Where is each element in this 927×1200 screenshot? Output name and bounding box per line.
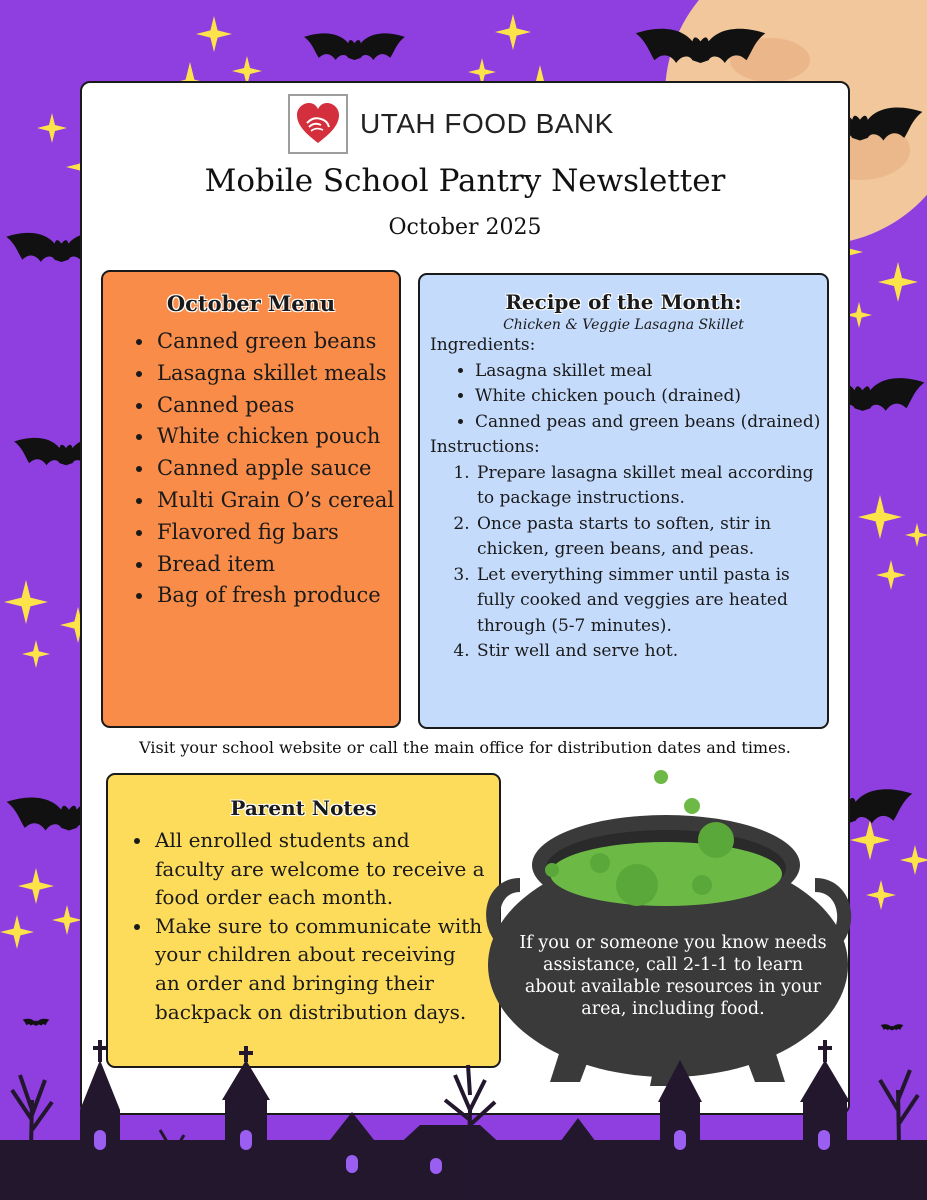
menu-list — [103, 326, 399, 612]
list-item: 3. Let everything simmer until pasta is fully cooked and veggies are heated through (5-7 minutes). — [475, 563, 827, 640]
list-item: • White chicken pouch (drained) — [475, 384, 827, 410]
list-item: • Lasagna skillet meals — [155, 358, 399, 390]
list-item: • Bread item — [155, 549, 399, 581]
list-item: • Flavored fig bars — [155, 517, 399, 549]
list-item: • Canned apple sauce — [155, 453, 399, 485]
list-item: • White chicken pouch — [155, 421, 399, 453]
instructions-list — [430, 461, 827, 665]
list-item: 1. Prepare lasagna skillet meal according to package instructions. — [475, 461, 827, 512]
list-item: • Canned peas and green beans (drained) — [475, 410, 827, 436]
list-item: • Multi Grain O’s cereal — [155, 485, 399, 517]
october-menu-box — [101, 270, 401, 728]
notes-title: Parent Notes — [230, 796, 377, 820]
brand-name: UTAH FOOD BANK — [360, 108, 614, 139]
list-item: • All enrolled students and faculty are welcome to receive a food order each month. — [153, 826, 485, 912]
list-item: 4. Stir well and serve hot. — [475, 639, 827, 665]
distribution-info: Visit your school website or call the main office for distribution dates and times. — [139, 738, 791, 757]
heart-hands-icon — [295, 101, 341, 147]
instructions-label: Instructions: — [430, 437, 540, 457]
notes-list — [108, 826, 499, 1026]
menu-title: October Menu — [166, 291, 336, 316]
logo-mark — [288, 94, 348, 154]
list-item: • Canned peas — [155, 390, 399, 422]
list-item: • Make sure to communicate with your children about receiving an order and bringing their backpack on distribution days. — [153, 912, 485, 1026]
page-title: Mobile School Pantry Newsletter — [204, 163, 726, 199]
recipe-body — [420, 333, 827, 665]
assistance-text: If you or someone you know needs assistance, call 2-1-1 to learn about available resources in your area, including food. — [519, 933, 827, 1019]
page-subtitle: October 2025 — [388, 215, 542, 240]
recipe-name: Chicken & Veggie Lasagna Skillet — [503, 317, 744, 333]
list-item: • Canned green beans — [155, 326, 399, 358]
haunted-skyline — [0, 1030, 927, 1200]
list-item: • Lasagna skillet meal — [475, 359, 827, 385]
ingredients-list — [430, 359, 827, 436]
recipe-box — [418, 273, 829, 729]
parent-notes-box — [106, 773, 501, 1068]
list-item: • Bag of fresh produce — [155, 580, 399, 612]
logo — [288, 95, 614, 153]
recipe-title: Recipe of the Month: — [505, 290, 742, 314]
list-item: 2. Once pasta starts to soften, stir in chicken, green beans, and peas. — [475, 512, 827, 563]
ingredients-label: Ingredients: — [430, 335, 536, 355]
